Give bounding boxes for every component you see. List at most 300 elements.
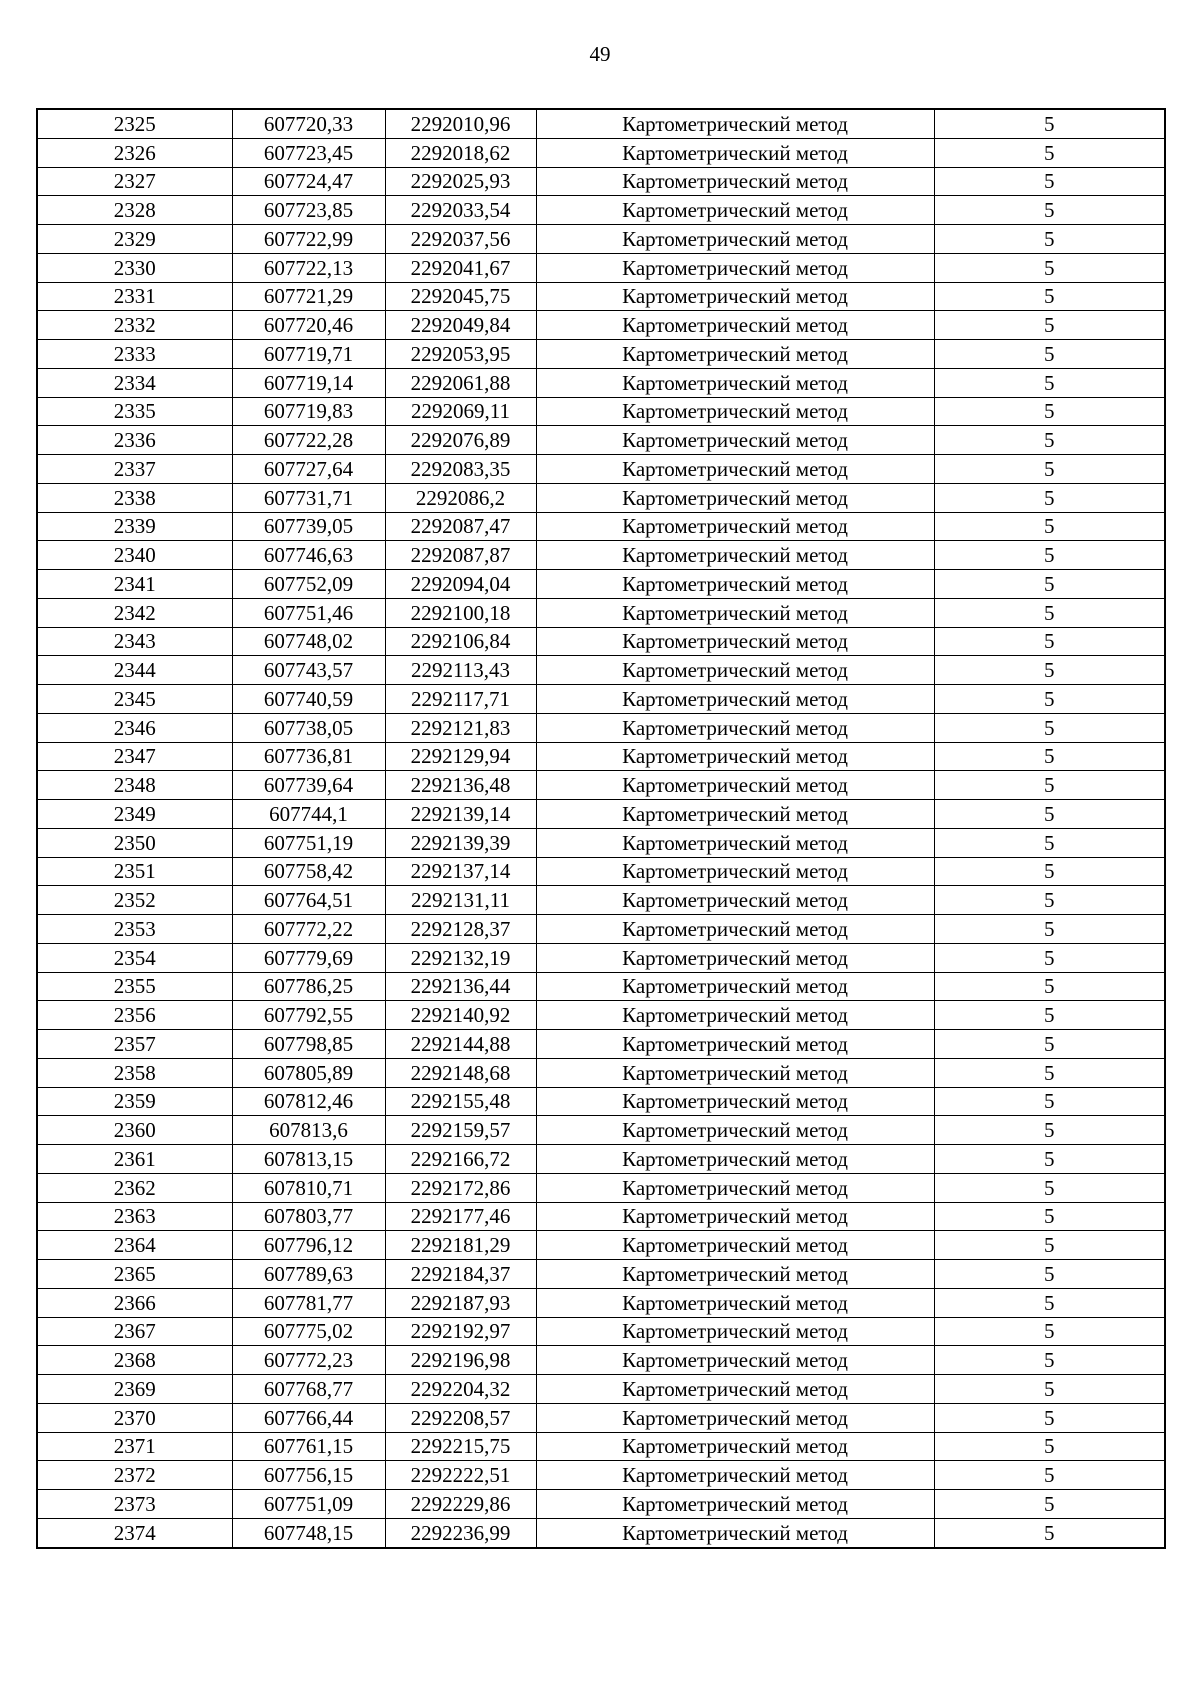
x-coordinate-cell: 607775,02 <box>232 1317 385 1346</box>
y-coordinate-cell: 2292069,11 <box>385 397 536 426</box>
method-cell: Картометрический метод <box>536 368 934 397</box>
point-number-cell: 2354 <box>37 943 232 972</box>
point-number-cell: 2374 <box>37 1518 232 1547</box>
y-coordinate-cell: 2292106,84 <box>385 627 536 656</box>
x-coordinate-cell: 607748,15 <box>232 1518 385 1547</box>
x-coordinate-cell: 607738,05 <box>232 713 385 742</box>
point-number-cell: 2338 <box>37 483 232 512</box>
accuracy-cell: 5 <box>934 1087 1165 1116</box>
method-cell: Картометрический метод <box>536 1173 934 1202</box>
accuracy-cell: 5 <box>934 886 1165 915</box>
y-coordinate-cell: 2292181,29 <box>385 1231 536 1260</box>
accuracy-cell: 5 <box>934 1231 1165 1260</box>
x-coordinate-cell: 607719,14 <box>232 368 385 397</box>
method-cell: Картометрический метод <box>536 1145 934 1174</box>
coordinates-table <box>36 108 1166 1549</box>
method-cell: Картометрический метод <box>536 1490 934 1519</box>
accuracy-cell: 5 <box>934 1432 1165 1461</box>
table-row <box>37 1087 1165 1116</box>
accuracy-cell: 5 <box>934 1346 1165 1375</box>
table-row <box>37 1518 1165 1547</box>
accuracy-cell: 5 <box>934 598 1165 627</box>
table-row <box>37 1375 1165 1404</box>
point-number-cell: 2341 <box>37 570 232 599</box>
x-coordinate-cell: 607751,46 <box>232 598 385 627</box>
y-coordinate-cell: 2292018,62 <box>385 138 536 167</box>
point-number-cell: 2359 <box>37 1087 232 1116</box>
table-row <box>37 483 1165 512</box>
accuracy-cell: 5 <box>934 397 1165 426</box>
method-cell: Картометрический метод <box>536 1461 934 1490</box>
y-coordinate-cell: 2292139,14 <box>385 800 536 829</box>
point-number-cell: 2353 <box>37 915 232 944</box>
x-coordinate-cell: 607805,89 <box>232 1058 385 1087</box>
method-cell: Картометрический метод <box>536 800 934 829</box>
y-coordinate-cell: 2292128,37 <box>385 915 536 944</box>
point-number-cell: 2350 <box>37 828 232 857</box>
x-coordinate-cell: 607739,64 <box>232 771 385 800</box>
y-coordinate-cell: 2292172,86 <box>385 1173 536 1202</box>
table-row <box>37 570 1165 599</box>
method-cell: Картометрический метод <box>536 771 934 800</box>
accuracy-cell: 5 <box>934 167 1165 196</box>
accuracy-cell: 5 <box>934 570 1165 599</box>
point-number-cell: 2339 <box>37 512 232 541</box>
table-row <box>37 311 1165 340</box>
point-number-cell: 2372 <box>37 1461 232 1490</box>
table-row <box>37 455 1165 484</box>
method-cell: Картометрический метод <box>536 196 934 225</box>
x-coordinate-cell: 607810,71 <box>232 1173 385 1202</box>
table-row <box>37 627 1165 656</box>
point-number-cell: 2326 <box>37 138 232 167</box>
y-coordinate-cell: 2292117,71 <box>385 685 536 714</box>
y-coordinate-cell: 2292196,98 <box>385 1346 536 1375</box>
method-cell: Картометрический метод <box>536 972 934 1001</box>
table-row <box>37 167 1165 196</box>
method-cell: Картометрический метод <box>536 627 934 656</box>
table-row <box>37 713 1165 742</box>
method-cell: Картометрический метод <box>536 1058 934 1087</box>
y-coordinate-cell: 2292132,19 <box>385 943 536 972</box>
point-number-cell: 2347 <box>37 742 232 771</box>
method-cell: Картометрический метод <box>536 1001 934 1030</box>
point-number-cell: 2336 <box>37 426 232 455</box>
y-coordinate-cell: 2292229,86 <box>385 1490 536 1519</box>
x-coordinate-cell: 607764,51 <box>232 886 385 915</box>
x-coordinate-cell: 607731,71 <box>232 483 385 512</box>
accuracy-cell: 5 <box>934 311 1165 340</box>
y-coordinate-cell: 2292236,99 <box>385 1518 536 1547</box>
table-row <box>37 1432 1165 1461</box>
table-row <box>37 656 1165 685</box>
y-coordinate-cell: 2292140,92 <box>385 1001 536 1030</box>
method-cell: Картометрический метод <box>536 455 934 484</box>
table-row <box>37 1202 1165 1231</box>
accuracy-cell: 5 <box>934 426 1165 455</box>
y-coordinate-cell: 2292215,75 <box>385 1432 536 1461</box>
y-coordinate-cell: 2292061,88 <box>385 368 536 397</box>
point-number-cell: 2334 <box>37 368 232 397</box>
table-row <box>37 109 1165 138</box>
table-row <box>37 1173 1165 1202</box>
method-cell: Картометрический метод <box>536 915 934 944</box>
table-row <box>37 1288 1165 1317</box>
table-row <box>37 771 1165 800</box>
point-number-cell: 2363 <box>37 1202 232 1231</box>
method-cell: Картометрический метод <box>536 1231 934 1260</box>
x-coordinate-cell: 607803,77 <box>232 1202 385 1231</box>
x-coordinate-cell: 607744,1 <box>232 800 385 829</box>
method-cell: Картометрический метод <box>536 311 934 340</box>
point-number-cell: 2344 <box>37 656 232 685</box>
table-row <box>37 915 1165 944</box>
accuracy-cell: 5 <box>934 1260 1165 1289</box>
point-number-cell: 2365 <box>37 1260 232 1289</box>
table-row <box>37 943 1165 972</box>
method-cell: Картометрический метод <box>536 138 934 167</box>
point-number-cell: 2357 <box>37 1030 232 1059</box>
table-row <box>37 1260 1165 1289</box>
point-number-cell: 2366 <box>37 1288 232 1317</box>
y-coordinate-cell: 2292094,04 <box>385 570 536 599</box>
method-cell: Картометрический метод <box>536 1260 934 1289</box>
x-coordinate-cell: 607743,57 <box>232 656 385 685</box>
y-coordinate-cell: 2292083,35 <box>385 455 536 484</box>
point-number-cell: 2329 <box>37 225 232 254</box>
method-cell: Картометрический метод <box>536 109 934 138</box>
y-coordinate-cell: 2292159,57 <box>385 1116 536 1145</box>
accuracy-cell: 5 <box>934 1202 1165 1231</box>
table-row <box>37 1461 1165 1490</box>
point-number-cell: 2325 <box>37 109 232 138</box>
point-number-cell: 2364 <box>37 1231 232 1260</box>
accuracy-cell: 5 <box>934 857 1165 886</box>
x-coordinate-cell: 607719,71 <box>232 340 385 369</box>
y-coordinate-cell: 2292139,39 <box>385 828 536 857</box>
point-number-cell: 2332 <box>37 311 232 340</box>
table-row <box>37 886 1165 915</box>
table-row <box>37 282 1165 311</box>
accuracy-cell: 5 <box>934 1173 1165 1202</box>
method-cell: Картометрический метод <box>536 1317 934 1346</box>
x-coordinate-cell: 607812,46 <box>232 1087 385 1116</box>
y-coordinate-cell: 2292087,87 <box>385 541 536 570</box>
x-coordinate-cell: 607798,85 <box>232 1030 385 1059</box>
accuracy-cell: 5 <box>934 771 1165 800</box>
x-coordinate-cell: 607752,09 <box>232 570 385 599</box>
accuracy-cell: 5 <box>934 1030 1165 1059</box>
method-cell: Картометрический метод <box>536 713 934 742</box>
x-coordinate-cell: 607758,42 <box>232 857 385 886</box>
y-coordinate-cell: 2292129,94 <box>385 742 536 771</box>
x-coordinate-cell: 607720,33 <box>232 109 385 138</box>
point-number-cell: 2337 <box>37 455 232 484</box>
method-cell: Картометрический метод <box>536 512 934 541</box>
accuracy-cell: 5 <box>934 915 1165 944</box>
accuracy-cell: 5 <box>934 512 1165 541</box>
x-coordinate-cell: 607813,15 <box>232 1145 385 1174</box>
point-number-cell: 2360 <box>37 1116 232 1145</box>
method-cell: Картометрический метод <box>536 828 934 857</box>
point-number-cell: 2345 <box>37 685 232 714</box>
point-number-cell: 2356 <box>37 1001 232 1030</box>
x-coordinate-cell: 607719,83 <box>232 397 385 426</box>
coordinates-table-body <box>37 109 1165 1548</box>
method-cell: Картометрический метод <box>536 1202 934 1231</box>
point-number-cell: 2362 <box>37 1173 232 1202</box>
y-coordinate-cell: 2292155,48 <box>385 1087 536 1116</box>
method-cell: Картометрический метод <box>536 541 934 570</box>
table-row <box>37 1058 1165 1087</box>
point-number-cell: 2349 <box>37 800 232 829</box>
x-coordinate-cell: 607739,05 <box>232 512 385 541</box>
method-cell: Картометрический метод <box>536 1288 934 1317</box>
point-number-cell: 2361 <box>37 1145 232 1174</box>
accuracy-cell: 5 <box>934 1145 1165 1174</box>
point-number-cell: 2351 <box>37 857 232 886</box>
y-coordinate-cell: 2292144,88 <box>385 1030 536 1059</box>
x-coordinate-cell: 607751,19 <box>232 828 385 857</box>
method-cell: Картометрический метод <box>536 742 934 771</box>
method-cell: Картометрический метод <box>536 340 934 369</box>
table-row <box>37 368 1165 397</box>
method-cell: Картометрический метод <box>536 253 934 282</box>
accuracy-cell: 5 <box>934 1375 1165 1404</box>
accuracy-cell: 5 <box>934 972 1165 1001</box>
point-number-cell: 2340 <box>37 541 232 570</box>
y-coordinate-cell: 2292121,83 <box>385 713 536 742</box>
method-cell: Картометрический метод <box>536 598 934 627</box>
x-coordinate-cell: 607746,63 <box>232 541 385 570</box>
y-coordinate-cell: 2292204,32 <box>385 1375 536 1404</box>
point-number-cell: 2328 <box>37 196 232 225</box>
accuracy-cell: 5 <box>934 656 1165 685</box>
table-row <box>37 1403 1165 1432</box>
x-coordinate-cell: 607768,77 <box>232 1375 385 1404</box>
y-coordinate-cell: 2292041,67 <box>385 253 536 282</box>
x-coordinate-cell: 607721,29 <box>232 282 385 311</box>
point-number-cell: 2370 <box>37 1403 232 1432</box>
table-row <box>37 1317 1165 1346</box>
point-number-cell: 2331 <box>37 282 232 311</box>
accuracy-cell: 5 <box>934 1317 1165 1346</box>
table-row <box>37 1116 1165 1145</box>
method-cell: Картометрический метод <box>536 1432 934 1461</box>
table-row <box>37 397 1165 426</box>
method-cell: Картометрический метод <box>536 1346 934 1375</box>
accuracy-cell: 5 <box>934 1518 1165 1547</box>
x-coordinate-cell: 607792,55 <box>232 1001 385 1030</box>
method-cell: Картометрический метод <box>536 1403 934 1432</box>
method-cell: Картометрический метод <box>536 1030 934 1059</box>
table-row <box>37 225 1165 254</box>
x-coordinate-cell: 607751,09 <box>232 1490 385 1519</box>
table-row <box>37 541 1165 570</box>
y-coordinate-cell: 2292148,68 <box>385 1058 536 1087</box>
accuracy-cell: 5 <box>934 225 1165 254</box>
accuracy-cell: 5 <box>934 455 1165 484</box>
method-cell: Картометрический метод <box>536 1087 934 1116</box>
y-coordinate-cell: 2292010,96 <box>385 109 536 138</box>
y-coordinate-cell: 2292177,46 <box>385 1202 536 1231</box>
y-coordinate-cell: 2292137,14 <box>385 857 536 886</box>
y-coordinate-cell: 2292053,95 <box>385 340 536 369</box>
y-coordinate-cell: 2292037,56 <box>385 225 536 254</box>
table-row <box>37 253 1165 282</box>
accuracy-cell: 5 <box>934 800 1165 829</box>
y-coordinate-cell: 2292184,37 <box>385 1260 536 1289</box>
point-number-cell: 2327 <box>37 167 232 196</box>
accuracy-cell: 5 <box>934 713 1165 742</box>
y-coordinate-cell: 2292076,89 <box>385 426 536 455</box>
x-coordinate-cell: 607779,69 <box>232 943 385 972</box>
table-row <box>37 598 1165 627</box>
accuracy-cell: 5 <box>934 685 1165 714</box>
accuracy-cell: 5 <box>934 1490 1165 1519</box>
table-row <box>37 1001 1165 1030</box>
y-coordinate-cell: 2292222,51 <box>385 1461 536 1490</box>
point-number-cell: 2343 <box>37 627 232 656</box>
point-number-cell: 2333 <box>37 340 232 369</box>
accuracy-cell: 5 <box>934 138 1165 167</box>
y-coordinate-cell: 2292086,2 <box>385 483 536 512</box>
x-coordinate-cell: 607748,02 <box>232 627 385 656</box>
table-row <box>37 340 1165 369</box>
method-cell: Картометрический метод <box>536 426 934 455</box>
method-cell: Картометрический метод <box>536 570 934 599</box>
y-coordinate-cell: 2292131,11 <box>385 886 536 915</box>
accuracy-cell: 5 <box>934 196 1165 225</box>
point-number-cell: 2373 <box>37 1490 232 1519</box>
method-cell: Картометрический метод <box>536 685 934 714</box>
table-row <box>37 972 1165 1001</box>
x-coordinate-cell: 607722,13 <box>232 253 385 282</box>
y-coordinate-cell: 2292025,93 <box>385 167 536 196</box>
accuracy-cell: 5 <box>934 253 1165 282</box>
method-cell: Картометрический метод <box>536 1518 934 1547</box>
method-cell: Картометрический метод <box>536 225 934 254</box>
x-coordinate-cell: 607722,28 <box>232 426 385 455</box>
method-cell: Картометрический метод <box>536 167 934 196</box>
table-row <box>37 1030 1165 1059</box>
method-cell: Картометрический метод <box>536 282 934 311</box>
table-row <box>37 426 1165 455</box>
x-coordinate-cell: 607766,44 <box>232 1403 385 1432</box>
x-coordinate-cell: 607723,85 <box>232 196 385 225</box>
accuracy-cell: 5 <box>934 1058 1165 1087</box>
point-number-cell: 2352 <box>37 886 232 915</box>
method-cell: Картометрический метод <box>536 1375 934 1404</box>
x-coordinate-cell: 607724,47 <box>232 167 385 196</box>
x-coordinate-cell: 607761,15 <box>232 1432 385 1461</box>
y-coordinate-cell: 2292100,18 <box>385 598 536 627</box>
y-coordinate-cell: 2292033,54 <box>385 196 536 225</box>
x-coordinate-cell: 607720,46 <box>232 311 385 340</box>
table-row <box>37 1145 1165 1174</box>
point-number-cell: 2367 <box>37 1317 232 1346</box>
accuracy-cell: 5 <box>934 483 1165 512</box>
accuracy-cell: 5 <box>934 340 1165 369</box>
x-coordinate-cell: 607772,23 <box>232 1346 385 1375</box>
x-coordinate-cell: 607786,25 <box>232 972 385 1001</box>
page-number: 49 <box>589 42 611 66</box>
y-coordinate-cell: 2292136,44 <box>385 972 536 1001</box>
method-cell: Картометрический метод <box>536 857 934 886</box>
accuracy-cell: 5 <box>934 1403 1165 1432</box>
accuracy-cell: 5 <box>934 742 1165 771</box>
table-row <box>37 138 1165 167</box>
point-number-cell: 2335 <box>37 397 232 426</box>
x-coordinate-cell: 607796,12 <box>232 1231 385 1260</box>
table-row <box>37 742 1165 771</box>
x-coordinate-cell: 607740,59 <box>232 685 385 714</box>
accuracy-cell: 5 <box>934 943 1165 972</box>
x-coordinate-cell: 607722,99 <box>232 225 385 254</box>
method-cell: Картометрический метод <box>536 943 934 972</box>
accuracy-cell: 5 <box>934 1461 1165 1490</box>
table-row <box>37 196 1165 225</box>
y-coordinate-cell: 2292208,57 <box>385 1403 536 1432</box>
accuracy-cell: 5 <box>934 1288 1165 1317</box>
point-number-cell: 2330 <box>37 253 232 282</box>
y-coordinate-cell: 2292087,47 <box>385 512 536 541</box>
method-cell: Картометрический метод <box>536 656 934 685</box>
y-coordinate-cell: 2292192,97 <box>385 1317 536 1346</box>
table-row <box>37 800 1165 829</box>
point-number-cell: 2358 <box>37 1058 232 1087</box>
method-cell: Картометрический метод <box>536 886 934 915</box>
x-coordinate-cell: 607789,63 <box>232 1260 385 1289</box>
point-number-cell: 2369 <box>37 1375 232 1404</box>
y-coordinate-cell: 2292166,72 <box>385 1145 536 1174</box>
table-row <box>37 828 1165 857</box>
accuracy-cell: 5 <box>934 282 1165 311</box>
point-number-cell: 2371 <box>37 1432 232 1461</box>
point-number-cell: 2355 <box>37 972 232 1001</box>
method-cell: Картометрический метод <box>536 1116 934 1145</box>
method-cell: Картометрический метод <box>536 483 934 512</box>
x-coordinate-cell: 607727,64 <box>232 455 385 484</box>
method-cell: Картометрический метод <box>536 397 934 426</box>
table-row <box>37 1231 1165 1260</box>
x-coordinate-cell: 607781,77 <box>232 1288 385 1317</box>
point-number-cell: 2346 <box>37 713 232 742</box>
accuracy-cell: 5 <box>934 1116 1165 1145</box>
accuracy-cell: 5 <box>934 541 1165 570</box>
table-row <box>37 685 1165 714</box>
y-coordinate-cell: 2292113,43 <box>385 656 536 685</box>
y-coordinate-cell: 2292136,48 <box>385 771 536 800</box>
accuracy-cell: 5 <box>934 1001 1165 1030</box>
accuracy-cell: 5 <box>934 828 1165 857</box>
y-coordinate-cell: 2292049,84 <box>385 311 536 340</box>
table-row <box>37 1490 1165 1519</box>
x-coordinate-cell: 607813,6 <box>232 1116 385 1145</box>
x-coordinate-cell: 607723,45 <box>232 138 385 167</box>
x-coordinate-cell: 607772,22 <box>232 915 385 944</box>
point-number-cell: 2342 <box>37 598 232 627</box>
point-number-cell: 2368 <box>37 1346 232 1375</box>
y-coordinate-cell: 2292045,75 <box>385 282 536 311</box>
accuracy-cell: 5 <box>934 627 1165 656</box>
x-coordinate-cell: 607736,81 <box>232 742 385 771</box>
accuracy-cell: 5 <box>934 109 1165 138</box>
table-row <box>37 857 1165 886</box>
y-coordinate-cell: 2292187,93 <box>385 1288 536 1317</box>
accuracy-cell: 5 <box>934 368 1165 397</box>
x-coordinate-cell: 607756,15 <box>232 1461 385 1490</box>
